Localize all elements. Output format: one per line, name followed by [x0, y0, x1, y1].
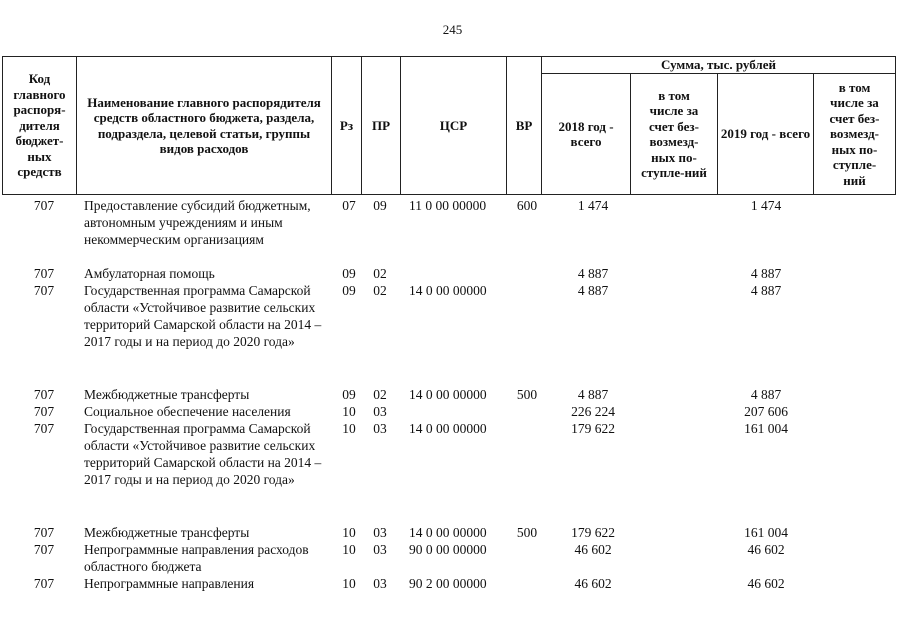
- cell-sum-2018: 4 887: [577, 283, 609, 298]
- cell-rz: 10: [342, 576, 356, 591]
- cell-pr: 09: [373, 198, 387, 213]
- cell-csr: 90 2 00 00000: [409, 576, 487, 591]
- cell-code: 707: [33, 542, 55, 557]
- header-pr: ПР: [361, 56, 401, 195]
- cell-sum-2019: 1 474: [750, 198, 782, 213]
- cell-sum-2018: 179 622: [571, 421, 615, 436]
- cell-vr: 600: [516, 198, 538, 213]
- cell-csr: 11 0 00 00000: [409, 198, 487, 213]
- cell-vr: 500: [516, 387, 538, 402]
- cell-sum-2018: 46 602: [574, 542, 612, 557]
- page-number: 245: [442, 22, 463, 37]
- cell-code: 707: [33, 387, 55, 402]
- cell-rz: 10: [342, 542, 356, 557]
- cell-csr: 14 0 00 00000: [409, 421, 487, 436]
- cell-sum-2018: 1 474: [577, 198, 609, 213]
- cell-code: 707: [33, 198, 55, 213]
- cell-sum-2019: 4 887: [750, 266, 782, 281]
- header-sum-group: Сумма, тыс. рублей: [541, 56, 896, 74]
- header-2019-free: в том числе за счет без-возмезд-ных по-ступле-ний: [813, 73, 896, 195]
- cell-code: 707: [33, 525, 55, 540]
- cell-code: 707: [33, 266, 55, 281]
- cell-csr: 14 0 00 00000: [409, 525, 487, 540]
- cell-code: 707: [33, 421, 55, 436]
- cell-sum-2019: 46 602: [747, 576, 785, 591]
- cell-pr: 03: [373, 576, 387, 591]
- cell-pr: 03: [373, 404, 387, 419]
- cell-rz: 07: [342, 198, 356, 213]
- header-vr: ВР: [506, 56, 542, 195]
- cell-sum-2018: 226 224: [571, 404, 615, 419]
- cell-rz: 10: [342, 421, 356, 436]
- cell-rz: 10: [342, 404, 356, 419]
- header-2019: 2019 год - всего: [717, 73, 814, 195]
- cell-csr: 14 0 00 00000: [409, 283, 487, 298]
- header-code: Код главного распоря-дителя бюджет-ных средств: [2, 56, 77, 195]
- cell-name: Межбюджетные трансферты: [84, 525, 250, 540]
- cell-sum-2018: 4 887: [577, 387, 609, 402]
- cell-pr: 03: [373, 542, 387, 557]
- cell-sum-2019: 4 887: [750, 283, 782, 298]
- cell-sum-2019: 161 004: [744, 421, 788, 436]
- cell-pr: 02: [373, 283, 387, 298]
- cell-name: Социальное обеспечение населения: [84, 404, 291, 419]
- cell-name: Непрограммные направления: [84, 576, 255, 591]
- cell-rz: 09: [342, 283, 356, 298]
- cell-sum-2019: 46 602: [747, 542, 785, 557]
- header-name: Наименование главного распорядителя средств областного бюджета, раздела, подраздела, целевой статьи, группы видов расходов: [76, 56, 332, 195]
- cell-name: Межбюджетные трансферты: [84, 387, 250, 402]
- cell-rz: 09: [342, 266, 356, 281]
- cell-name: Предоставление субсидий бюджетным, автономным учреждениям и иным некоммерческим организациям: [84, 198, 311, 247]
- cell-csr: 90 0 00 00000: [409, 542, 487, 557]
- header-2018: 2018 год - всего: [541, 73, 631, 195]
- cell-code: 707: [33, 283, 55, 298]
- cell-name: Государственная программа Самарской области «Устойчивое развитие сельских территорий Самарской области на 2014 – 2017 годы и на период до 2020 года»: [84, 421, 322, 487]
- cell-sum-2018: 46 602: [574, 576, 612, 591]
- cell-pr: 02: [373, 387, 387, 402]
- header-2018-free: в том числе за счет без-возмезд-ных по-ступле-ний: [630, 73, 718, 195]
- cell-sum-2018: 4 887: [577, 266, 609, 281]
- cell-pr: 03: [373, 421, 387, 436]
- cell-name: Непрограммные направления расходов областного бюджета: [84, 542, 309, 574]
- cell-name: Амбулаторная помощь: [84, 266, 215, 281]
- cell-sum-2019: 207 606: [744, 404, 788, 419]
- cell-rz: 10: [342, 525, 356, 540]
- cell-code: 707: [33, 576, 55, 591]
- cell-sum-2019: 4 887: [750, 387, 782, 402]
- cell-vr: 500: [516, 525, 538, 540]
- cell-pr: 02: [373, 266, 387, 281]
- cell-rz: 09: [342, 387, 356, 402]
- cell-sum-2018: 179 622: [571, 525, 615, 540]
- cell-csr: 14 0 00 00000: [409, 387, 487, 402]
- cell-code: 707: [33, 404, 55, 419]
- cell-name: Государственная программа Самарской области «Устойчивое развитие сельских территорий Самарской области на 2014 – 2017 годы и на период до 2020 года»: [84, 283, 322, 349]
- header-rz: Рз: [331, 56, 362, 195]
- cell-pr: 03: [373, 525, 387, 540]
- cell-sum-2019: 161 004: [744, 525, 788, 540]
- header-csr: ЦСР: [400, 56, 507, 195]
